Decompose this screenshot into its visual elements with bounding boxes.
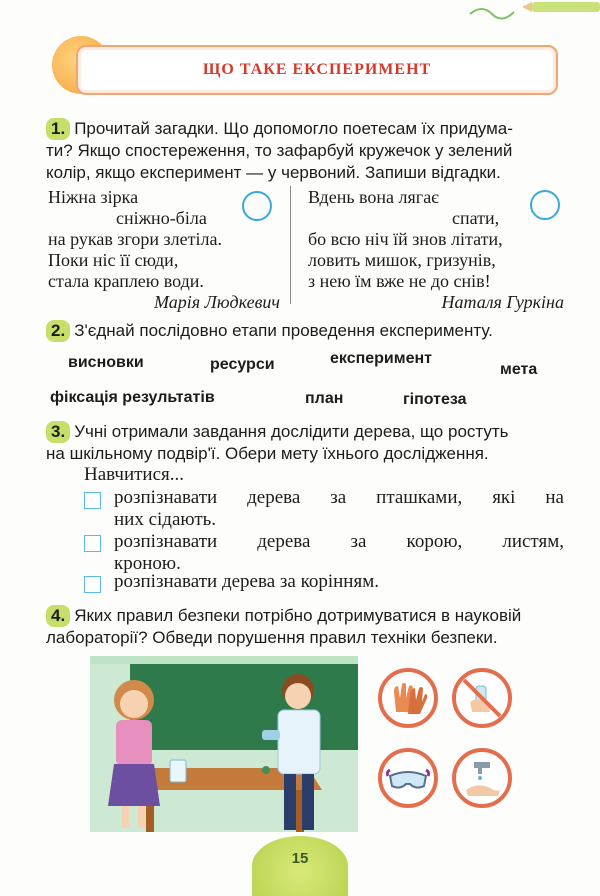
riddle-2-answer-circle[interactable] xyxy=(530,190,560,220)
question-1-line-3: колір, якщо експеримент — у червоний. Запиши відгадки. xyxy=(46,163,501,182)
goggles-symbol-icon[interactable] xyxy=(378,748,438,808)
question-number-badge: 4. xyxy=(46,605,70,627)
riddle-author: Марія Людкевич xyxy=(154,292,280,312)
riddle-line: спати, xyxy=(452,208,500,228)
riddle-line: стала краплею води. xyxy=(48,271,204,291)
no-tasting-symbol-icon[interactable] xyxy=(452,668,512,728)
riddle-divider xyxy=(290,186,291,304)
prohibited-hand-icon xyxy=(456,672,508,724)
stage-resources[interactable]: ресурси xyxy=(210,356,275,373)
question-4 xyxy=(46,605,566,649)
section-title: ЩО ТАКЕ ЕКСПЕРИМЕНТ xyxy=(202,61,432,78)
stage-conclusions[interactable]: висновки xyxy=(68,354,144,371)
riddle-line: Поки ніс її сюди, xyxy=(48,250,179,270)
gloves-symbol-icon[interactable] xyxy=(378,668,438,728)
question-2-text: З'єднай послідовно етапи проведення експерименту. xyxy=(74,321,493,340)
decorative-pencil-icon xyxy=(462,0,600,22)
option-2-line-1: розпізнавати дерева за корою, листям, xyxy=(114,531,564,552)
option-2-line-2: кроною. xyxy=(114,553,181,574)
riddle-line: сніжно-біла xyxy=(116,208,207,228)
question-3-line-1: Учні отримали завдання дослідити дерева, що ростуть xyxy=(74,422,509,441)
question-1-line-1: Прочитай загадки. Що допомогло поетесам їх придума- xyxy=(74,119,513,138)
question-3 xyxy=(46,421,566,465)
lab-illustration[interactable] xyxy=(90,656,358,832)
riddle-author: Наталя Гуркіна xyxy=(441,292,564,312)
riddle-2 xyxy=(308,187,566,313)
page-number-badge xyxy=(252,836,348,896)
riddle-line: на рукав згори злетіла. xyxy=(48,229,222,249)
option-2 xyxy=(114,531,564,575)
question-4-line-2: лабораторії? Обведи порушення правил техніки безпеки. xyxy=(46,628,498,647)
riddle-line: з нею їм вже не до снів! xyxy=(308,271,491,291)
stage-plan[interactable]: план xyxy=(305,390,344,407)
section-title-banner xyxy=(76,45,558,95)
riddle-line: ловить мишок, гризунів, xyxy=(308,250,496,270)
stage-hypothesis[interactable]: гіпотеза xyxy=(403,391,467,408)
option-3-checkbox[interactable] xyxy=(84,576,101,593)
options-lead: Навчитися... xyxy=(84,464,185,485)
option-2-checkbox[interactable] xyxy=(84,535,101,552)
riddle-1-answer-circle[interactable] xyxy=(242,191,272,221)
option-3-line-1: розпізнавати дерева за корінням. xyxy=(114,571,379,592)
question-2 xyxy=(46,320,566,342)
option-1-checkbox[interactable] xyxy=(84,492,101,509)
faucet-icon xyxy=(456,752,508,804)
lab-scene-image xyxy=(90,656,358,832)
question-4-line-1: Яких правил безпеки потрібно дотримуватися в науковій xyxy=(74,606,522,625)
question-number-badge: 2. xyxy=(46,320,70,342)
question-1-line-2: ти? Якщо спостереження, то зафарбуй кружечок у зелений xyxy=(46,141,513,160)
question-number-badge: 3. xyxy=(46,421,70,443)
hand-washing-symbol-icon[interactable] xyxy=(452,748,512,808)
stage-goal[interactable]: мета xyxy=(500,361,538,378)
question-3-line-2: на шкільному подвір'ї. Обери мету їхнього дослідження. xyxy=(46,444,489,463)
gloves-icon xyxy=(382,672,434,724)
stage-recording-results[interactable]: фіксація результатів xyxy=(50,389,215,406)
riddle-line: Вдень вона лягає xyxy=(308,187,439,207)
option-1-line-1: розпізнавати дерева за пташками, які на xyxy=(114,487,564,508)
stage-experiment[interactable]: експеримент xyxy=(330,350,432,367)
question-number-badge: 1. xyxy=(46,118,70,140)
option-3 xyxy=(114,571,564,593)
option-1 xyxy=(114,487,564,531)
riddle-line: бо всю ніч їй знов літати, xyxy=(308,229,503,249)
goggles-icon xyxy=(382,752,434,804)
option-1-line-2: них сідають. xyxy=(114,509,217,530)
page-number: 15 xyxy=(291,850,309,867)
question-1 xyxy=(46,118,566,184)
riddle-line: Ніжна зірка xyxy=(48,187,139,207)
